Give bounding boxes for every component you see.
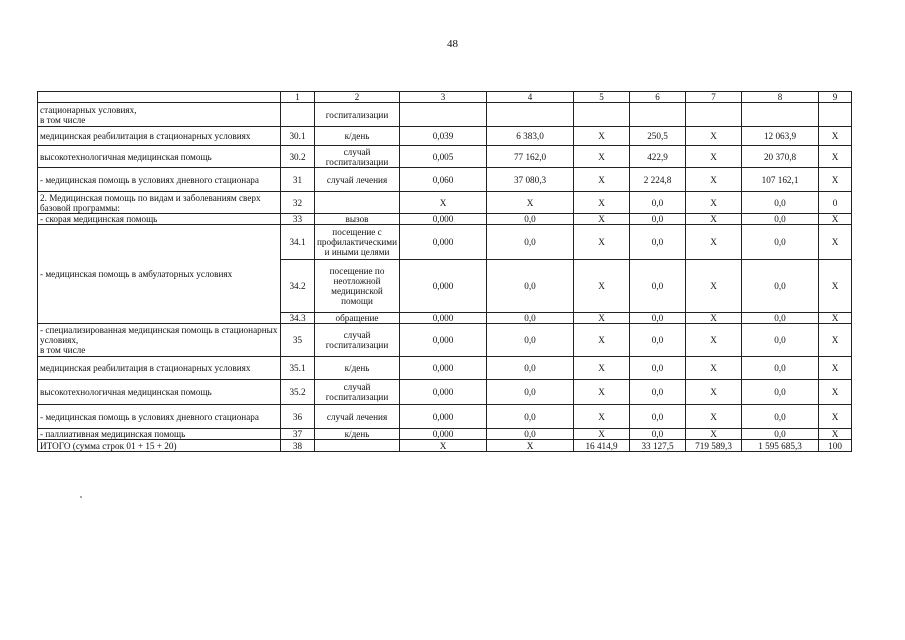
- table-cell: X: [819, 405, 852, 429]
- table-cell: 0,0: [742, 380, 819, 405]
- table-cell: X: [819, 429, 852, 440]
- header-cell: 5: [574, 92, 630, 103]
- table-row: [38, 146, 852, 168]
- header-cell: 1: [281, 92, 315, 103]
- table-cell: 33 127,5: [630, 440, 686, 452]
- table-cell: X: [819, 313, 852, 324]
- header-cell: 4: [487, 92, 574, 103]
- table-cell: 0,000: [400, 324, 487, 357]
- table-cell: [281, 103, 315, 127]
- table-cell: 0,000: [400, 225, 487, 260]
- table-cell: X: [686, 357, 742, 380]
- table-row: [38, 168, 852, 192]
- table-cell: X: [574, 127, 630, 146]
- table-cell: 0,0: [630, 324, 686, 357]
- table-cell: [819, 103, 852, 127]
- table-cell: 38: [281, 440, 315, 452]
- table-cell: 37 080,3: [487, 168, 574, 192]
- table-cell: 0,0: [630, 260, 686, 313]
- table-cell: 32: [281, 192, 315, 214]
- header-cell: 7: [686, 92, 742, 103]
- table-cell: [315, 440, 400, 452]
- table-cell: 0,0: [487, 405, 574, 429]
- row-label-cell: ИТОГО (сумма строк 01 + 15 + 20): [38, 440, 281, 452]
- table-cell: 0,039: [400, 127, 487, 146]
- table-cell: X: [686, 429, 742, 440]
- table-cell: 20 370,8: [742, 146, 819, 168]
- table-row: [38, 357, 852, 380]
- table-cell: X: [686, 146, 742, 168]
- table-cell: 0,0: [630, 214, 686, 225]
- table-cell: 0,000: [400, 260, 487, 313]
- table-cell: [400, 103, 487, 127]
- table-cell: 0,005: [400, 146, 487, 168]
- table-cell: 35.1: [281, 357, 315, 380]
- table-cell: 0,0: [487, 357, 574, 380]
- header-cell: 3: [400, 92, 487, 103]
- page-number: 48: [447, 38, 458, 50]
- table-cell: X: [819, 324, 852, 357]
- table-cell: 12 063,9: [742, 127, 819, 146]
- table-cell: 0,0: [742, 225, 819, 260]
- table-cell: X: [819, 146, 852, 168]
- table-cell: 34.2: [281, 260, 315, 313]
- table-cell: X: [574, 225, 630, 260]
- table-cell: 35.2: [281, 380, 315, 405]
- table-cell: X: [487, 192, 574, 214]
- table-cell: 0,000: [400, 214, 487, 225]
- table-cell: X: [574, 260, 630, 313]
- table-row: [38, 440, 852, 452]
- table-cell: 77 162,0: [487, 146, 574, 168]
- table-cell: случай госпитализации: [315, 380, 400, 405]
- table-cell: 100: [819, 440, 852, 452]
- table-cell: 0,0: [742, 192, 819, 214]
- table-cell: 107 162,1: [742, 168, 819, 192]
- table-cell: X: [400, 440, 487, 452]
- table-cell: госпитализации: [315, 103, 400, 127]
- table-cell: X: [686, 260, 742, 313]
- table-cell: к/день: [315, 127, 400, 146]
- header-cell: [38, 92, 281, 103]
- table-row: [38, 429, 852, 440]
- table-header-row: [38, 92, 852, 103]
- table-cell: X: [686, 313, 742, 324]
- table-cell: 16 414,9: [574, 440, 630, 452]
- table-cell: 2 224,8: [630, 168, 686, 192]
- table-cell: 0,0: [630, 357, 686, 380]
- table-row: [38, 214, 852, 225]
- table-cell: 0,0: [742, 357, 819, 380]
- table-cell: 0,0: [742, 405, 819, 429]
- row-label-cell: высокотехнологичная медицинская помощь: [38, 146, 281, 168]
- table-cell: обращение: [315, 313, 400, 324]
- table-cell: 36: [281, 405, 315, 429]
- table-cell: 0,000: [400, 380, 487, 405]
- table-cell: X: [686, 225, 742, 260]
- table-cell: 250,5: [630, 127, 686, 146]
- table-cell: X: [574, 146, 630, 168]
- table-cell: 1 595 685,3: [742, 440, 819, 452]
- table-cell: X: [574, 429, 630, 440]
- data-table: [37, 91, 852, 452]
- table-cell: вызов: [315, 214, 400, 225]
- table-cell: 0,0: [742, 313, 819, 324]
- table-cell: 0,0: [487, 260, 574, 313]
- table-cell: 0,0: [487, 380, 574, 405]
- header-cell: 6: [630, 92, 686, 103]
- table-cell: X: [819, 357, 852, 380]
- table-cell: X: [686, 127, 742, 146]
- table-cell: 0,0: [742, 214, 819, 225]
- table-row: [38, 225, 852, 260]
- table-cell: X: [574, 380, 630, 405]
- table-cell: X: [686, 380, 742, 405]
- table-cell: [315, 192, 400, 214]
- header-cell: 9: [819, 92, 852, 103]
- table-cell: случай лечения: [315, 405, 400, 429]
- table-cell: 422,9: [630, 146, 686, 168]
- table-row: [38, 127, 852, 146]
- table-cell: 0,0: [487, 225, 574, 260]
- table-cell: X: [686, 214, 742, 225]
- table-cell: X: [819, 214, 852, 225]
- table-cell: 0,000: [400, 313, 487, 324]
- table-cell: [630, 103, 686, 127]
- table-cell: 0,0: [630, 313, 686, 324]
- table-row: [38, 380, 852, 405]
- table-cell: 37: [281, 429, 315, 440]
- table-cell: [487, 103, 574, 127]
- table-cell: [574, 103, 630, 127]
- table-cell: 0,0: [487, 214, 574, 225]
- table-cell: 30.2: [281, 146, 315, 168]
- table-cell: 0,0: [630, 405, 686, 429]
- table-row: [38, 324, 852, 357]
- row-label-cell: - скорая медицинская помощь: [38, 214, 281, 225]
- table-cell: посещение по неотложной медицинской помощи: [315, 260, 400, 313]
- table-cell: X: [686, 168, 742, 192]
- table-row: [38, 405, 852, 429]
- table-cell: посещение с профилактическими и иными целями: [315, 225, 400, 260]
- table-cell: 0,0: [487, 324, 574, 357]
- header-cell: 8: [742, 92, 819, 103]
- table-cell: X: [574, 214, 630, 225]
- table-cell: 0,0: [630, 192, 686, 214]
- row-label-cell: - специализированная медицинская помощь в стационарных условиях, в том числе: [38, 324, 281, 357]
- row-label-cell: - паллиативная медицинская помощь: [38, 429, 281, 440]
- table-cell: X: [686, 405, 742, 429]
- table-cell: 33: [281, 214, 315, 225]
- table-cell: 30.1: [281, 127, 315, 146]
- scan-speck: [80, 496, 82, 498]
- table-cell: X: [819, 380, 852, 405]
- table-cell: 35: [281, 324, 315, 357]
- table-cell: случай госпитализации: [315, 146, 400, 168]
- table-cell: к/день: [315, 357, 400, 380]
- table-cell: 34.1: [281, 225, 315, 260]
- table-cell: X: [574, 192, 630, 214]
- table-cell: X: [819, 225, 852, 260]
- row-label-cell: - медицинская помощь в условиях дневного стационара: [38, 405, 281, 429]
- table-row: [38, 103, 852, 127]
- row-label-cell: - медицинская помощь в условиях дневного стационара: [38, 168, 281, 192]
- table-cell: X: [574, 405, 630, 429]
- table-cell: [686, 103, 742, 127]
- row-label-cell: медицинская реабилитация в стационарных условиях: [38, 127, 281, 146]
- table-cell: 0,0: [742, 429, 819, 440]
- table-cell: 0,0: [742, 324, 819, 357]
- table-cell: X: [819, 127, 852, 146]
- table-cell: 34.3: [281, 313, 315, 324]
- row-label-cell: стационарных условиях, в том числе: [38, 103, 281, 127]
- row-label-cell: медицинская реабилитация в стационарных условиях: [38, 357, 281, 380]
- table-row: [38, 192, 852, 214]
- table-cell: 0,0: [630, 429, 686, 440]
- table-cell: случай госпитализации: [315, 324, 400, 357]
- table-cell: 0,0: [630, 225, 686, 260]
- table-cell: [742, 103, 819, 127]
- table-cell: к/день: [315, 429, 400, 440]
- table-cell: X: [574, 313, 630, 324]
- table-cell: 0,0: [487, 313, 574, 324]
- table-cell: 0,000: [400, 357, 487, 380]
- row-label-cell: высокотехнологичная медицинская помощь: [38, 380, 281, 405]
- table-cell: X: [487, 440, 574, 452]
- header-cell: 2: [315, 92, 400, 103]
- table-cell: 0,000: [400, 405, 487, 429]
- table-cell: X: [686, 192, 742, 214]
- table-cell: случай лечения: [315, 168, 400, 192]
- table-cell: 0,0: [630, 380, 686, 405]
- row-label-cell: - медицинская помощь в амбулаторных условиях: [38, 225, 281, 324]
- table-cell: 31: [281, 168, 315, 192]
- table-cell: X: [686, 324, 742, 357]
- table-cell: 719 589,3: [686, 440, 742, 452]
- table-cell: X: [574, 168, 630, 192]
- table-cell: 0,060: [400, 168, 487, 192]
- table-cell: X: [574, 357, 630, 380]
- table-cell: X: [400, 192, 487, 214]
- table-cell: 0,000: [400, 429, 487, 440]
- table-cell: 6 383,0: [487, 127, 574, 146]
- table-cell: 0,0: [487, 429, 574, 440]
- row-label-cell: 2. Медицинская помощь по видам и заболеваниям сверх базовой программы:: [38, 192, 281, 214]
- table-cell: X: [819, 168, 852, 192]
- table-cell: X: [574, 324, 630, 357]
- table-cell: 0,0: [742, 260, 819, 313]
- table-cell: X: [819, 260, 852, 313]
- table-cell: 0: [819, 192, 852, 214]
